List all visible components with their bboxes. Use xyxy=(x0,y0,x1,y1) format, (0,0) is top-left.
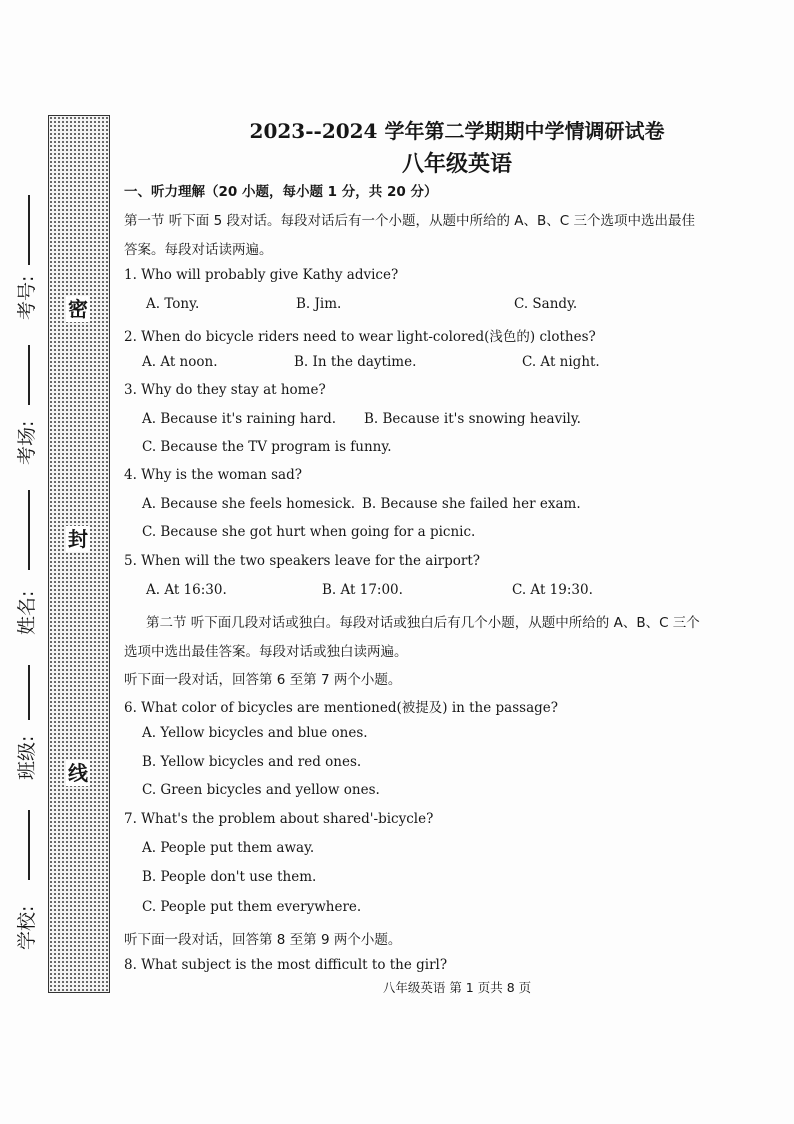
exam-room-label: 考场: xyxy=(16,420,38,465)
group-instructions: 听下面一段对话，回答第 8 至第 9 两个小题。 xyxy=(124,932,402,948)
option-a[interactable]: A. Because she feels homesick. xyxy=(142,496,356,512)
option-b[interactable]: B. Yellow bicycles and red ones. xyxy=(142,754,362,770)
class-field[interactable] xyxy=(28,665,30,720)
option-c[interactable]: C. Green bicycles and yellow ones. xyxy=(142,782,380,798)
option-c[interactable]: C. Sandy. xyxy=(514,296,578,312)
option-c[interactable]: C. People put them everywhere. xyxy=(142,899,362,915)
option-c[interactable]: C. At night. xyxy=(522,354,600,370)
option-a[interactable]: A. People put them away. xyxy=(142,840,315,856)
option-b[interactable]: B. Jim. xyxy=(296,296,342,312)
option-a[interactable]: A. Because it's raining hard. xyxy=(142,411,337,427)
seal-char-mi: 密 xyxy=(68,297,88,321)
option-b[interactable]: B. Because it's snowing heavily. xyxy=(364,411,581,427)
question-stem: 4. Why is the woman sad? xyxy=(124,467,302,483)
part2-instructions: 第二节 听下面几段对话或独白。每段对话或独白后有几个小题，从题中所给的 A、B、C 三个 xyxy=(146,615,700,631)
section-heading: 一、听力理解（20 小题，每小题 1 分，共 20 分） xyxy=(124,184,438,200)
question-stem: 2. When do bicycle riders need to wear light-colored(浅色的) clothes? xyxy=(124,329,596,345)
option-a[interactable]: A. At 16:30. xyxy=(146,582,227,598)
option-a[interactable]: A. Yellow bicycles and blue ones. xyxy=(142,725,368,741)
question-stem: 8. What subject is the most difficult to the girl? xyxy=(124,957,448,973)
class-label: 班级: xyxy=(16,735,38,780)
name-label: 姓名: xyxy=(16,590,38,635)
exam-title: 2023--2024 学年第二学期期中学情调研试卷 xyxy=(249,119,665,143)
option-a[interactable]: A. Tony. xyxy=(146,296,200,312)
exam-number-field[interactable] xyxy=(28,195,30,265)
option-c[interactable]: C. Because she got hurt when going for a picnic. xyxy=(142,524,476,540)
option-c[interactable]: C. At 19:30. xyxy=(512,582,593,598)
binding-strip xyxy=(48,115,110,993)
question-stem: 3. Why do they stay at home? xyxy=(124,382,326,398)
question-stem: 7. What's the problem about shared'-bicycle? xyxy=(124,811,434,827)
page-footer: 八年级英语 第 1 页共 8 页 xyxy=(382,980,532,995)
part2-instructions-cont: 选项中选出最佳答案。每段对话或独白读两遍。 xyxy=(124,644,408,660)
question-stem: 5. When will the two speakers leave for the airport? xyxy=(124,553,481,569)
option-b[interactable]: B. At 17:00. xyxy=(322,582,403,598)
exam-number-label: 考号: xyxy=(16,275,38,320)
seal-char-feng: 封 xyxy=(68,527,88,551)
option-b[interactable]: B. Because she failed her exam. xyxy=(362,496,581,512)
school-label: 学校: xyxy=(16,905,38,950)
option-b[interactable]: B. People don't use them. xyxy=(142,869,317,885)
part1-instructions-cont: 答案。每段对话读两遍。 xyxy=(124,242,273,258)
option-a[interactable]: A. At noon. xyxy=(142,354,218,370)
seal-char-xian: 线 xyxy=(68,761,88,785)
option-c[interactable]: C. Because the TV program is funny. xyxy=(142,439,392,455)
group-instructions: 听下面一段对话，回答第 6 至第 7 两个小题。 xyxy=(124,672,402,688)
school-field[interactable] xyxy=(28,810,30,880)
exam-room-field[interactable] xyxy=(28,345,30,405)
part1-instructions: 第一节 听下面 5 段对话。每段对话后有一个小题，从题中所给的 A、B、C 三个选项中选出最佳 xyxy=(124,213,695,229)
question-stem: 6. What color of bicycles are mentioned(被提及) in the passage? xyxy=(124,700,558,716)
question-stem: 1. Who will probably give Kathy advice? xyxy=(124,267,399,283)
option-b[interactable]: B. In the daytime. xyxy=(294,354,417,370)
exam-subtitle: 八年级英语 xyxy=(401,151,512,177)
name-field[interactable] xyxy=(28,490,30,570)
